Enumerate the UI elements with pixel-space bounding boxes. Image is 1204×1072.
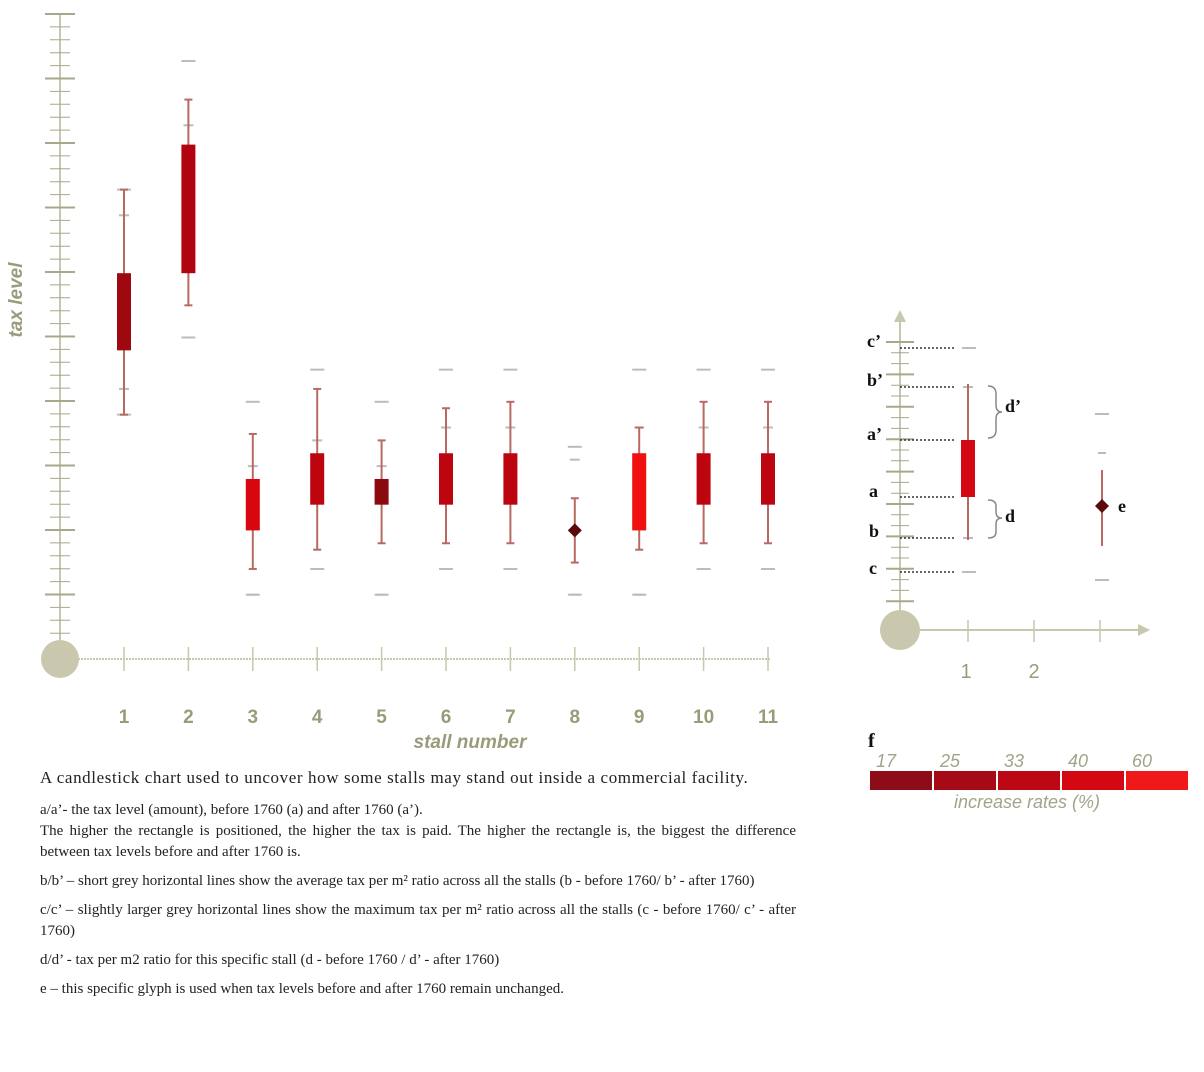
caption-paragraph-d: d/d’ - tax per m2 ratio for this specific stall (d - before 1760 / d’ - after 1760): [40, 952, 500, 968]
stall-glyph-5: [375, 402, 389, 595]
legend-origin-marker: [880, 610, 920, 650]
brace-d: [988, 500, 1002, 538]
stall-glyph-10: [697, 370, 711, 569]
annotation-c: c: [869, 558, 877, 578]
unchanged-diamond: [568, 523, 582, 537]
stall-glyph-1: [117, 190, 131, 415]
legend-marks: [900, 348, 1109, 580]
stall-glyph-7: [503, 370, 517, 569]
stall-glyph-11: [761, 370, 775, 569]
x-tick-label: 10: [693, 707, 715, 728]
rate-segment: [998, 751, 1062, 790]
tax-candle: [697, 453, 711, 504]
figure-caption: [40, 766, 796, 1008]
main-marks: [117, 61, 775, 595]
rate-value-label: 17: [876, 751, 897, 771]
x-axis-label: stall number: [413, 732, 527, 753]
tax-candle: [246, 479, 260, 530]
rate-legend-title: increase rates (%): [953, 792, 1101, 812]
legend-unchanged-diamond: [1095, 499, 1109, 513]
x-tick-label: 3: [247, 707, 259, 728]
rate-segment: [870, 751, 934, 790]
annotation-c-prime: c’: [867, 331, 881, 351]
legend-x-arrow-icon: [1138, 624, 1150, 636]
stall-glyph-6: [439, 370, 453, 569]
x-tick-label: 9: [633, 707, 645, 728]
tax-candle: [503, 453, 517, 504]
x-tick-label: 6: [440, 707, 452, 728]
legend-tax-candle: [961, 440, 975, 497]
main-axes: [41, 14, 778, 728]
annotation-b: b: [869, 521, 880, 541]
x-tick-label: 2: [183, 707, 194, 728]
tax-candle: [375, 479, 389, 505]
caption-paragraph-a: a/a’- the tax level (amount), before 1760 (a) and after 1760 (a’).: [40, 802, 423, 818]
annotation-a-prime: a’: [867, 424, 882, 444]
caption-title: A candlestick chart used to uncover how some stalls may stand out inside a commercial facility.: [40, 768, 749, 787]
rate-value-label: 33: [1004, 751, 1025, 771]
y-axis-label: tax level: [6, 262, 27, 338]
legend-x-tick-label: 1: [960, 661, 972, 683]
tax-candle: [632, 453, 646, 530]
rate-segment: [1126, 751, 1188, 790]
x-tick-label: 1: [118, 707, 130, 728]
x-tick-label: 5: [376, 707, 387, 728]
x-tick-label: 8: [569, 707, 581, 728]
annotation-f: f: [868, 730, 875, 752]
x-tick-label: 4: [311, 707, 323, 728]
increase-rate-legend: [866, 730, 1188, 820]
legend-annotations: [867, 331, 1126, 578]
tax-candle: [439, 453, 453, 504]
annotation-b-prime: b’: [867, 370, 884, 390]
rate-color-bar: [870, 751, 1188, 790]
caption-paragraph-b: b/b’ – short grey horizontal lines show the average tax per m² ratio across all the stalls (b - before 1760/ b’ - after 1760): [40, 873, 755, 889]
annotation-d-prime: d’: [1005, 396, 1022, 416]
legend-x-tick-label: 2: [1028, 661, 1040, 683]
annotation-d: d: [1005, 506, 1016, 526]
rate-value-label: 25: [940, 751, 961, 771]
main-candlestick-chart: [0, 0, 800, 760]
stall-glyph-3: [246, 402, 260, 595]
legend-y-arrow-icon: [894, 310, 906, 322]
x-tick-label: 11: [757, 707, 779, 728]
annotation-e: e: [1118, 496, 1126, 516]
brace-d-prime: [988, 386, 1002, 438]
tax-candle: [310, 453, 324, 504]
x-tick-label: 7: [505, 707, 516, 728]
stall-glyph-9: [632, 370, 646, 595]
axis-origin-marker: [41, 640, 79, 678]
caption-paragraph-c: c/c’ – slightly larger grey horizontal lines show the maximum tax per m² ratio across all the stalls (c - before 1760/ c’ - after 1760): [40, 902, 796, 939]
rate-segment: [934, 751, 998, 790]
rate-segment: [1062, 751, 1126, 790]
stall-glyph-4: [310, 370, 324, 569]
tax-candle: [117, 273, 131, 350]
stall-glyph-2: [181, 61, 195, 337]
caption-paragraph-e: e – this specific glyph is used when tax levels before and after 1760 remain unchanged.: [40, 981, 564, 997]
rate-value-label: 40: [1068, 751, 1089, 771]
tax-candle: [181, 145, 195, 274]
annotation-a: a: [869, 481, 878, 501]
legend-glyph-explanation: [850, 300, 1160, 700]
tax-candle: [761, 453, 775, 504]
rate-value-label: 60: [1132, 751, 1153, 771]
caption-paragraph-a-detail: The higher the rectangle is positioned, the higher the tax is paid. The higher the rectangle is, the biggest the difference between tax levels before and after 1760 is.: [40, 823, 796, 860]
stall-glyph-8: [568, 447, 582, 595]
